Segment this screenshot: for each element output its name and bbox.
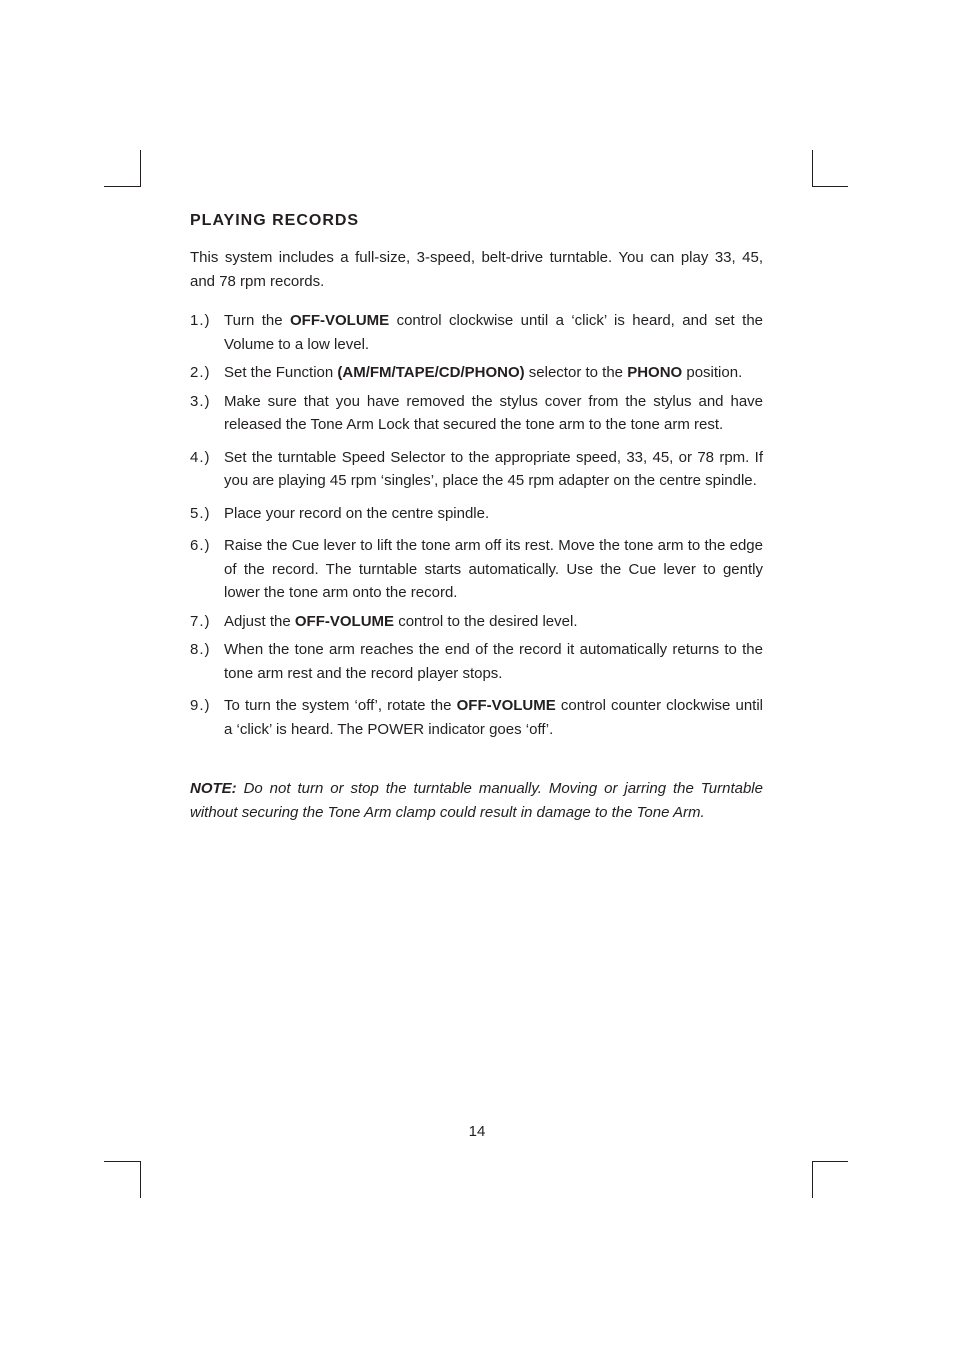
note-text: Do not turn or stop the turntable manually. Moving or jarring the Turntable without securing the Tone Arm clamp could result in damage to the Tone Arm. <box>190 780 763 821</box>
page-number: 14 <box>468 1123 486 1140</box>
step-item: 6.) Raise the Cue lever to lift the tone arm off its rest. Move the tone arm to the edge of the record. The turntable starts automatically. Use the Cue lever to gently lower the tone arm onto the record. <box>190 534 763 605</box>
step-number: 1.) <box>190 312 211 329</box>
step-number: 7.) <box>190 612 211 630</box>
step-number: 9.) <box>190 697 211 714</box>
intro-paragraph: This system includes a full-size, 3-speed, belt-drive turntable. You can play 33, 45, and 78 rpm records. <box>190 249 763 290</box>
crop-mark-top-left-horizontal <box>104 186 141 187</box>
position-name: PHONO <box>627 364 683 381</box>
step-number: 2.) <box>190 364 211 381</box>
crop-mark-bottom-left-vertical <box>140 1161 141 1198</box>
step-item: 3.) Make sure that you have removed the stylus cover from the stylus and have released the Tone Arm Lock that secured the tone arm to the tone arm rest. <box>190 390 763 437</box>
note-label: NOTE: <box>190 780 237 797</box>
step-item: 7.) Adjust the OFF-VOLUME control to the desired level. <box>190 610 763 634</box>
selector-name: (AM/FM/TAPE/CD/PHONO) <box>337 364 525 381</box>
step-number: 8.) <box>190 641 211 658</box>
step-item: 5.) Place your record on the centre spindle. <box>190 502 763 526</box>
crop-mark-bottom-right-vertical <box>812 1161 813 1198</box>
steps-list <box>190 309 763 741</box>
crop-mark-bottom-left-horizontal <box>104 1161 141 1162</box>
step-item: 8.) When the tone arm reaches the end of the record it automatically returns to the tone arm rest and the record player stops. <box>190 638 763 685</box>
control-name: OFF-VOLUME <box>294 612 395 630</box>
step-item: 4.) Set the turntable Speed Selector to the appropriate speed, 33, 45, or 78 rpm. If you are playing 45 rpm ‘singles’, place the 45 rpm adapter on the centre spindle. <box>190 446 763 493</box>
step-number: 6.) <box>190 537 211 554</box>
page-content <box>190 210 763 824</box>
crop-mark-top-right-horizontal <box>812 186 848 187</box>
step-number: 3.) <box>190 392 211 410</box>
section-heading: PLAYING RECORDS <box>190 212 360 229</box>
control-name: OFF-VOLUME <box>456 697 556 714</box>
note-paragraph <box>190 777 763 824</box>
step-item: 2.) Set the Function (AM/FM/TAPE/CD/PHONO) selector to the PHONO position. <box>190 361 763 385</box>
step-item: 1.) Turn the OFF-VOLUME control clockwise until a ‘click’ is heard, and set the Volume to a low level. <box>190 309 763 356</box>
step-number: 4.) <box>190 448 211 466</box>
crop-mark-top-right-vertical <box>812 150 813 187</box>
crop-mark-bottom-right-horizontal <box>812 1161 848 1162</box>
step-number: 5.) <box>190 504 211 522</box>
crop-mark-top-left-vertical <box>140 150 141 187</box>
control-name: OFF-VOLUME <box>290 312 390 329</box>
step-item: 9.) To turn the system ‘off’, rotate the OFF-VOLUME control counter clockwise until a ‘click’ is heard. The POWER indicator goes ‘off’. <box>190 694 763 741</box>
